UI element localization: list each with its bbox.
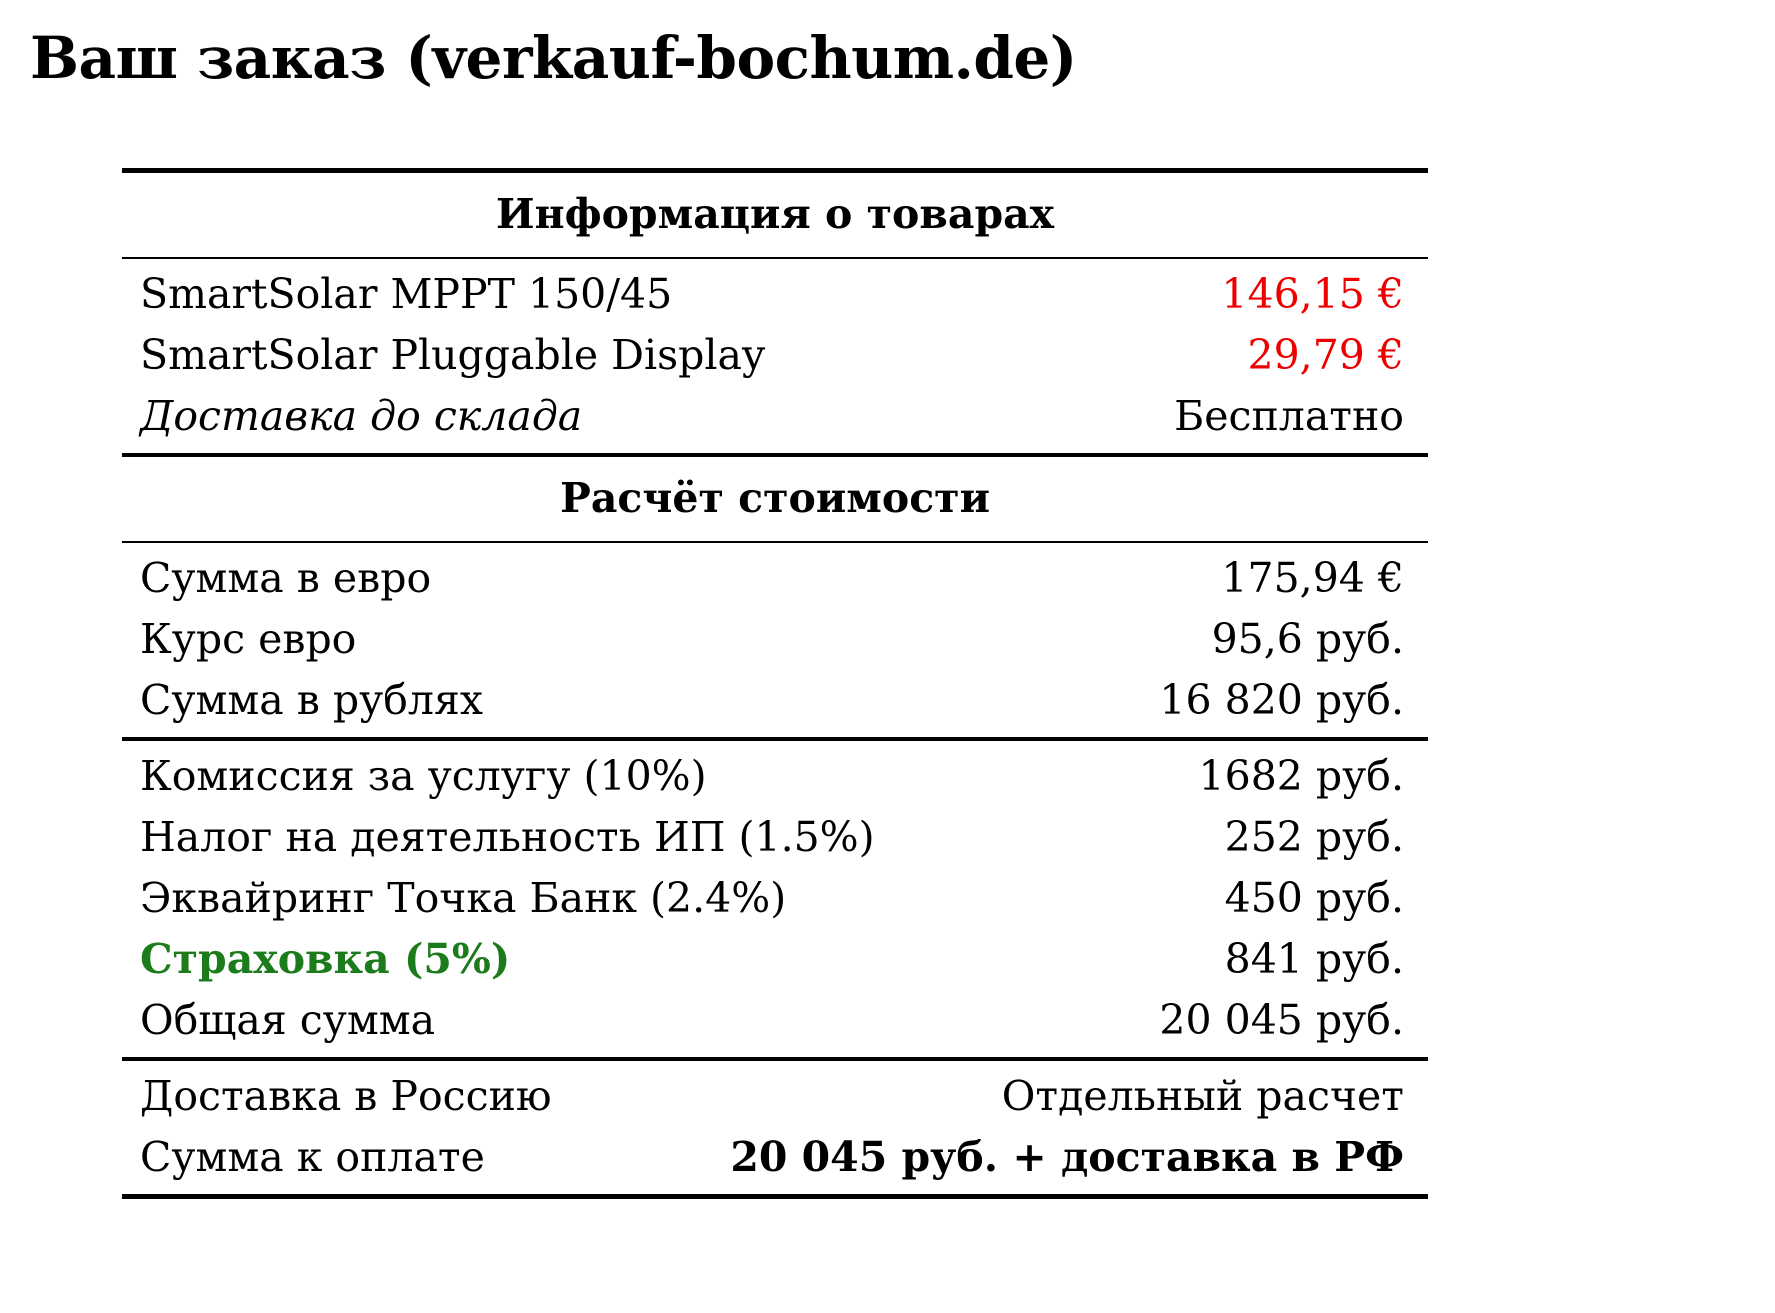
group-fees [122, 741, 1428, 1057]
group-products [122, 259, 1428, 453]
insurance-value: 841 руб. [1224, 934, 1404, 983]
grand-total-label: Общая сумма [140, 995, 436, 1044]
row-label: Сумма в рублях [140, 675, 483, 724]
row-value: 175,94 € [1221, 553, 1404, 602]
amount-due-value: 20 045 руб. + доставка в РФ [730, 1132, 1404, 1181]
group-euro-totals [122, 543, 1428, 737]
row-label: Комиссия за услугу (10%) [140, 751, 707, 800]
grand-total-value: 20 045 руб. [1159, 995, 1404, 1044]
shipping-to-russia-label: Доставка в Россию [140, 1071, 552, 1120]
row-value: 1682 руб. [1198, 751, 1404, 800]
row-value: 95,6 руб. [1211, 614, 1404, 663]
row-value: 450 руб. [1224, 873, 1404, 922]
product-name: SmartSolar Pluggable Display [140, 330, 766, 379]
page-title: Ваш заказ (verkauf-bochum.de) [30, 24, 1077, 92]
shipping-to-warehouse-label: Доставка до склада [140, 391, 583, 440]
table-row [122, 868, 1428, 929]
row-label: Курс евро [140, 614, 357, 663]
product-price: 146,15 € [1221, 269, 1404, 318]
order-summary-table [122, 168, 1428, 1200]
table-row [122, 746, 1428, 807]
row-label: Налог на деятельность ИП (1.5%) [140, 812, 875, 861]
table-row [122, 990, 1428, 1051]
table-row [122, 264, 1428, 325]
table-row [122, 1127, 1428, 1188]
row-label: Эквайринг Точка Банк (2.4%) [140, 873, 787, 922]
table-row [122, 386, 1428, 447]
section-header-products: Информация о товарах [495, 189, 1055, 238]
row-value: 16 820 руб. [1159, 675, 1404, 724]
product-price: 29,79 € [1247, 330, 1404, 379]
insurance-label: Страховка (5%) [140, 934, 511, 983]
table-row [122, 670, 1428, 731]
table-row [122, 609, 1428, 670]
bottom-rule [122, 1194, 1428, 1199]
table-row [122, 548, 1428, 609]
section-header-costs: Расчёт стоимости [560, 473, 990, 522]
row-value: 252 руб. [1224, 812, 1404, 861]
table-row [122, 325, 1428, 386]
table-row [122, 807, 1428, 868]
row-label: Сумма в евро [140, 553, 432, 602]
product-name: SmartSolar MPPT 150/45 [140, 269, 673, 318]
table-row [122, 929, 1428, 990]
amount-due-label: Сумма к оплате [140, 1132, 485, 1181]
group-payment [122, 1061, 1428, 1194]
shipping-to-warehouse-value: Бесплатно [1174, 391, 1404, 440]
table-row [122, 1066, 1428, 1127]
shipping-to-russia-value: Отдельный расчет [1001, 1071, 1404, 1120]
